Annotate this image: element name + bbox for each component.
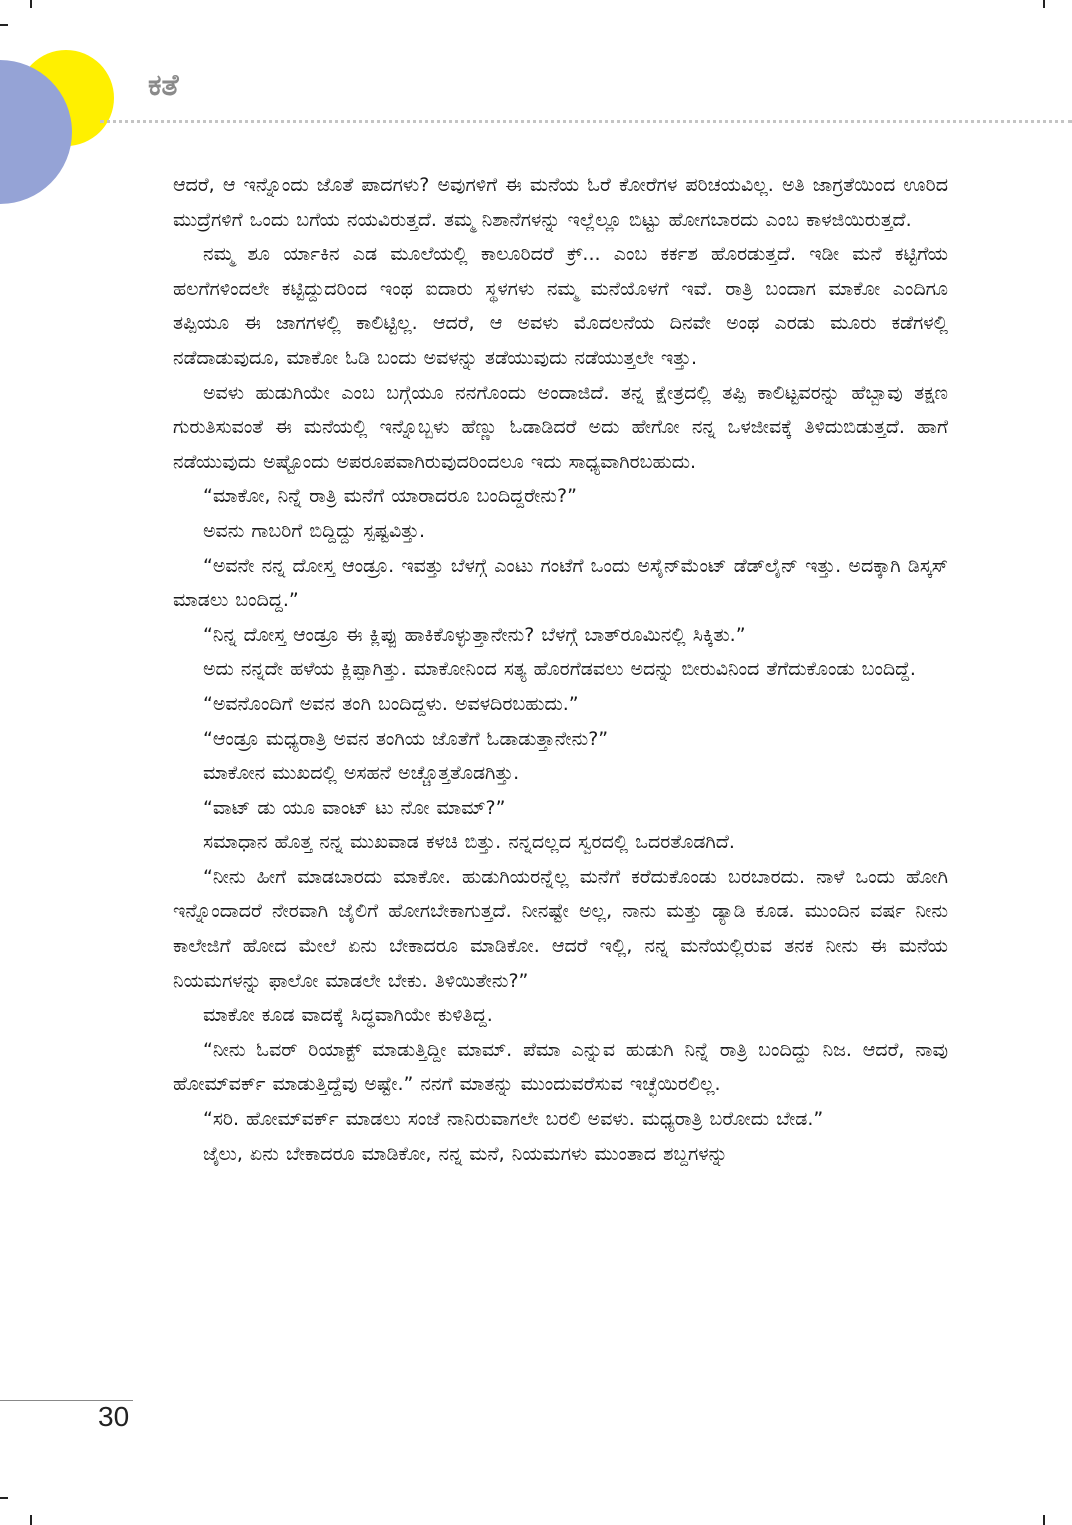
paragraph: ಅದು ನನ್ನದೇ ಹಳೆಯ ಕ್ಲಿಪ್ಪಾಗಿತ್ತು. ಮಾಕೋನಿಂದ ಸತ್ಯ ಹೊರಗೆಡವಲು ಅದನ್ನು ಬೀರುವಿನಿಂದ ತೆಗೆದುಕೊಂಡು ಬಂದಿದ್ದೆ. [203,658,916,681]
paragraph: ನಮ್ಮ ಶೂ ರ್ಯಾಕಿನ ಎಡ ಮೂಲೆಯಲ್ಲಿ ಕಾಲೂರಿದರೆ ಕ್ರ್‌... ಎಂಬ ಕರ್ಕಶ ಹೊರಡುತ್ತದೆ. ಇಡೀ ಮನೆ ಕಟ್ಟಿಗೆಯ ಹಲಗೆಗಳಿಂದಲೇ ಕಟ್ಟಿದ್ದುದರಿಂದ ಇಂಥ ಐದಾರು ಸ್ಥಳಗಳು ನಮ್ಮ ಮನೆಯೊಳಗೆ ಇವೆ. ರಾತ್ರಿ ಬಂದಾಗ ಮಾಕೋ ಎಂದಿಗೂ ತಪ್ಪಿಯೂ ಈ ಜಾಗಗಳಲ್ಲಿ ಕಾಲಿಟ್ಟಿಲ್ಲ. ಆದರೆ, ಆ ಅವಳು ಮೊದಲನೆಯ ದಿನವೇ ಅಂಥ ಎರಡು ಮೂರು ಕಡೆಗಳಲ್ಲಿ ನಡೆದಾಡುವುದೂ, ಮಾಕೋ ಓಡಿ ಬಂದು ಅವಳನ್ನು ತಡೆಯುವುದು ನಡೆಯುತ್ತಲೇ ಇತ್ತು. [173,243,948,369]
paragraph: ಆದರೆ, ಆ ಇನ್ನೊಂದು ಜೊತೆ ಪಾದಗಳು? ಅವುಗಳಿಗೆ ಈ ಮನೆಯ ಓರೆ ಕೋರೆಗಳ ಪರಿಚಯವಿಲ್ಲ. ಅತಿ ಜಾಗ್ರತೆಯಿಂದ ಊರಿದ ಮುದ್ರೆಗಳಿಗೆ ಒಂದು ಬಗೆಯ ನಯವಿರುತ್ತದೆ. ತಮ್ಮ ನಿಶಾನೆಗಳನ್ನು ಇಲ್ಲೆಲ್ಲೂ ಬಿಟ್ಟು ಹೋಗಬಾರದು ಎಂಬ ಕಾಳಜಿಯಿರುತ್ತದೆ. [173,174,948,231]
paragraph: “ವಾಟ್ ಡು ಯೂ ವಾಂಟ್ ಟು ನೋ ಮಾಮ್?” [203,796,506,819]
paragraph: ಮಾಕೋನ ಮುಖದಲ್ಲಿ ಅಸಹನೆ ಅಚ್ಚೊತ್ತತೊಡಗಿತ್ತು. [203,762,520,785]
paragraph: “ಆಂಡ್ರೂ ಮಧ್ಯರಾತ್ರಿ ಅವನ ತಂಗಿಯ ಜೊತೆಗೆ ಓಡಾಡುತ್ತಾನೇನು?” [203,727,609,750]
crop-mark [0,1497,8,1499]
paragraph: “ನೀನು ಓವರ್ ರಿಯಾಕ್ಟ್ ಮಾಡುತ್ತಿದ್ದೀ ಮಾಮ್. ಪೆಮಾ ಎನ್ನುವ ಹುಡುಗಿ ನಿನ್ನೆ ರಾತ್ರಿ ಬಂದಿದ್ದು ನಿಜ. ಆದರೆ, ನಾವು ಹೋಮ್‌ವರ್ಕ್ ಮಾಡುತ್ತಿದ್ದೆವು ಅಷ್ಟೇ.” ನನಗೆ ಮಾತನ್ನು ಮುಂದುವರೆಸುವ ಇಚ್ಛೆಯಿರಲಿಲ್ಲ. [173,1038,948,1096]
story-text [173,168,948,1171]
page-number: 30 [98,1401,130,1432]
crop-mark [1043,0,1045,8]
paragraph: ಅವನು ಗಾಬರಿಗೆ ಬಿದ್ದಿದ್ದು ಸ್ಪಷ್ಟವಿತ್ತು. [203,519,426,542]
paragraph: “ಅವನೇ ನನ್ನ ದೋಸ್ತ ಆಂಡ್ರೂ. ಇವತ್ತು ಬೆಳಗ್ಗೆ ಎಂಟು ಗಂಟೆಗೆ ಒಂದು ಅಸೈನ್‌ಮೆಂಟ್ ಡೆಡ್‌ಲೈನ್ ಇತ್ತು. ಅದಕ್ಕಾಗಿ ಡಿಸ್ಕಸ್ ಮಾಡಲು ಬಂದಿದ್ದ.” [173,554,948,612]
paragraph: “ನೀನು ಹೀಗೆ ಮಾಡಬಾರದು ಮಾಕೋ. ಹುಡುಗಿಯರನ್ನೆಲ್ಲ ಮನೆಗೆ ಕರೆದುಕೊಂಡು ಬರಬಾರದು. ನಾಳೆ ಒಂದು ಹೋಗಿ ಇನ್ನೊಂದಾದರೆ ನೇರವಾಗಿ ಜೈಲಿಗೆ ಹೋಗಬೇಕಾಗುತ್ತದೆ. ನೀನಷ್ಟೇ ಅಲ್ಲ, ನಾನು ಮತ್ತು ಡ್ಯಾಡಿ ಕೂಡ. ಮುಂದಿನ ವರ್ಷ ನೀನು ಕಾಲೇಜಿಗೆ ಹೋದ ಮೇಲೆ ಏನು ಬೇಕಾದರೂ ಮಾಡಿಕೋ. ಆದರೆ ಇಲ್ಲಿ, ನನ್ನ ಮನೆಯಲ್ಲಿರುವ ತನಕ ನೀನು ಈ ಮನೆಯ ನಿಯಮಗಳನ್ನು ಫಾಲೋ ಮಾಡಲೇ ಬೇಕು. ತಿಳಿಯಿತೇನು?” [173,865,948,992]
paragraph: “ಅವನೊಂದಿಗೆ ಅವನ ತಂಗಿ ಬಂದಿದ್ದಳು. ಅವಳದಿರಬಹುದು.” [203,692,579,715]
crop-mark [1043,1515,1045,1525]
paragraph: “ಮಾಕೋ, ನಿನ್ನೆ ರಾತ್ರಿ ಮನೆಗೆ ಯಾರಾದರೂ ಬಂದಿದ್ದರೇನು?” [203,485,577,508]
paragraph: ಜೈಲು, ಏನು ಬೇಕಾದರೂ ಮಾಡಿಕೋ, ನನ್ನ ಮನೆ, ನಿಯಮಗಳು ಮುಂತಾದ ಶಬ್ದಗಳನ್ನು [203,1142,728,1165]
decorative-circles [0,0,130,220]
paragraph: ಮಾಕೋ ಕೂಡ ವಾದಕ್ಕೆ ಸಿದ್ಧವಾಗಿಯೇ ಕುಳಿತಿದ್ದ. [203,1004,493,1027]
paragraph: “ನಿನ್ನ ದೋಸ್ತ ಆಂಡ್ರೂ ಈ ಕ್ಲಿಪ್ಪು ಹಾಕಿಕೊಳ್ಳುತ್ತಾನೇನು? ಬೆಳಗ್ಗೆ ಬಾತ್‌ರೂಮಿನಲ್ಲಿ ಸಿಕ್ಕಿತು.” [203,623,746,646]
paragraph: ಅವಳು ಹುಡುಗಿಯೇ ಎಂಬ ಬಗ್ಗೆಯೂ ನನಗೊಂದು ಅಂದಾಜಿದೆ. ತನ್ನ ಕ್ಷೇತ್ರದಲ್ಲಿ ತಪ್ಪಿ ಕಾಲಿಟ್ಟವರನ್ನು ಹೆಬ್ಬಾವು ತಕ್ಷಣ ಗುರುತಿಸುವಂತೆ ಈ ಮನೆಯಲ್ಲಿ ಇನ್ನೊಬ್ಬಳು ಹೆಣ್ಣು ಓಡಾಡಿದರೆ ಅದು ಹೇಗೋ ನನ್ನ ಒಳಜೀವಕ್ಕೆ ತಿಳಿದುಬಿಡುತ್ತದೆ. ಹಾಗೆ ನಡೆಯುವುದು ಅಷ್ಟೊಂದು ಅಪರೂಪವಾಗಿರುವುದರಿಂದಲೂ ಇದು ಸಾಧ್ಯವಾಗಿರಬಹುದು. [173,381,948,473]
paragraph: ಸಮಾಧಾನ ಹೊತ್ತ ನನ್ನ ಮುಖವಾಡ ಕಳಚಿ ಬಿತ್ತು. ನನ್ನದಲ್ಲದ ಸ್ವರದಲ್ಲಿ ಒದರತೊಡಗಿದೆ. [203,831,735,854]
dotted-divider [100,120,1072,123]
crop-mark [30,1515,32,1525]
section-title: ಕತೆ [148,68,179,103]
paragraph: “ಸರಿ. ಹೋಮ್‌ವರ್ಕ್ ಮಾಡಲು ಸಂಜೆ ನಾನಿರುವಾಗಲೇ ಬರಲಿ ಅವಳು. ಮಧ್ಯರಾತ್ರಿ ಬರೋದು ಬೇಡ.” [203,1108,824,1131]
